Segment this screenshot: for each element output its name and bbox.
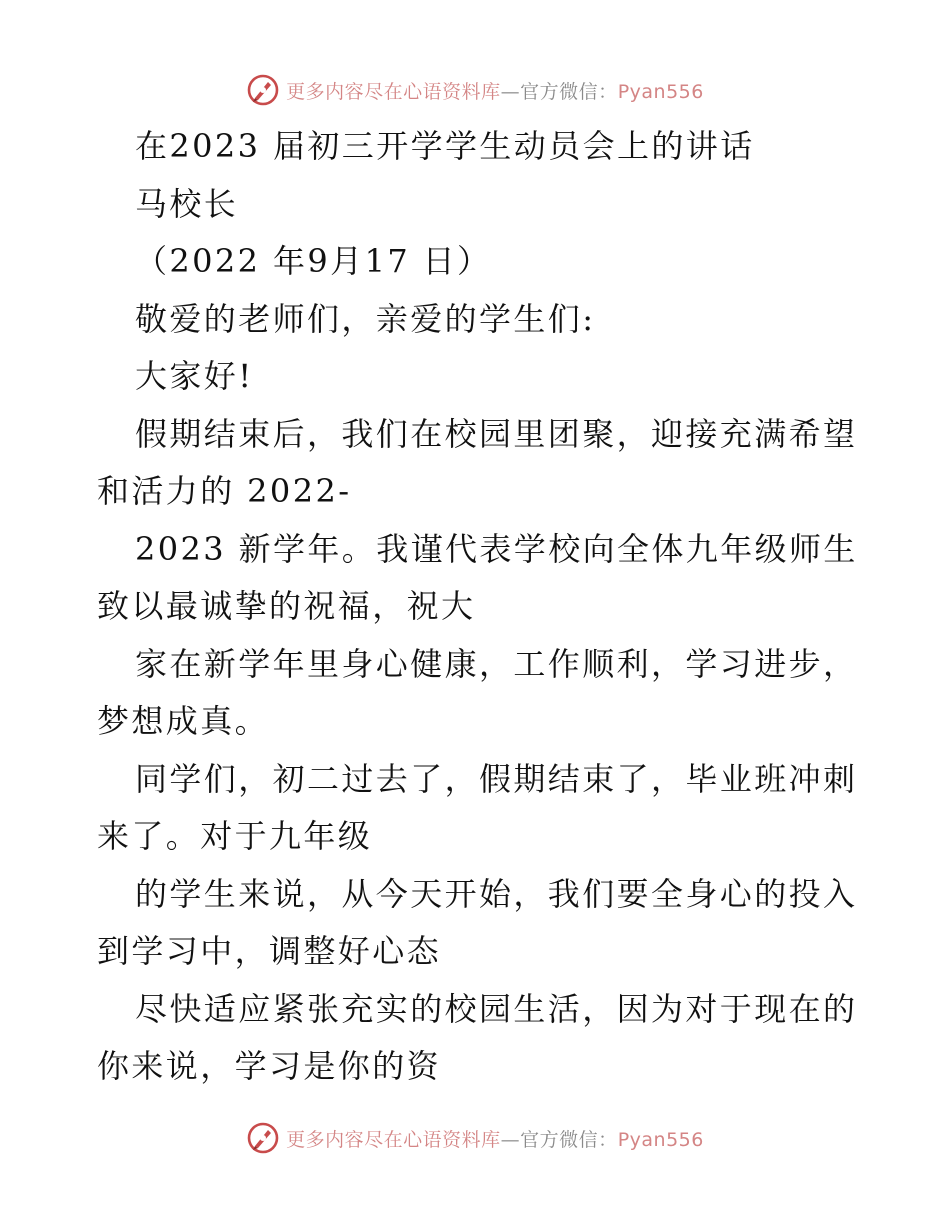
body-line: 梦想成真。 bbox=[97, 702, 270, 740]
salutation: 敬爱的老师们，亲爱的学生们: bbox=[135, 299, 596, 338]
speaker-name: 马校长 bbox=[135, 184, 239, 223]
body-line: 和活力的 2022- bbox=[97, 472, 352, 510]
watermark-header bbox=[0, 70, 950, 110]
body-line: 致以最诚挚的祝福，祝大 bbox=[97, 587, 476, 625]
watermark-text: 更多内容尽在心语资料库—官方微信：Pyan556 bbox=[286, 1128, 704, 1151]
speech-title: 在2023 届初三开学学生动员会上的讲话 bbox=[135, 127, 755, 165]
body-line: 家在新学年里身心健康，工作顺利，学习进步， bbox=[135, 644, 858, 683]
document-body bbox=[97, 118, 857, 1096]
watermark-text: 更多内容尽在心语资料库—官方微信：Pyan556 bbox=[286, 80, 704, 103]
body-line: 到学习中，调整好心态 bbox=[97, 932, 442, 970]
pen-logo-icon bbox=[246, 1121, 280, 1155]
body-line: 来了。对于九年级 bbox=[97, 817, 373, 855]
body-line: 尽快适应紧张充实的校园生活，因为对于现在的 bbox=[135, 989, 858, 1028]
body-line: 同学们，初二过去了，假期结束了，毕业班冲刺 bbox=[135, 759, 858, 798]
pen-logo-icon bbox=[246, 73, 280, 107]
speech-date: （2022 年9月17 日） bbox=[135, 242, 492, 280]
body-line: 你来说，学习是你的资 bbox=[97, 1047, 442, 1085]
greeting: 大家好! bbox=[135, 357, 254, 395]
body-line: 2023 新学年。我谨代表学校向全体九年级师生 bbox=[135, 529, 858, 568]
watermark-footer bbox=[0, 1118, 950, 1158]
body-line: 假期结束后，我们在校园里团聚，迎接充满希望 bbox=[135, 414, 858, 453]
body-line: 的学生来说，从今天开始，我们要全身心的投入 bbox=[135, 874, 858, 913]
